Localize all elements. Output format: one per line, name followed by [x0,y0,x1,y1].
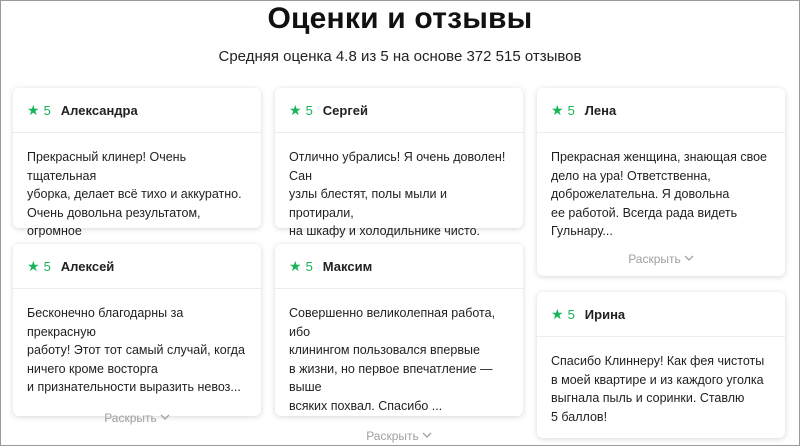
review-text [275,289,523,415]
review-header [275,244,523,289]
star-icon: ★ [289,257,302,274]
review-text [537,337,785,426]
star-icon: ★ [551,305,564,322]
review-text-line: клинингом пользовался впервые [289,343,480,357]
review-text [537,133,785,241]
review-header [275,88,523,133]
chevron-down-icon [684,251,694,265]
review-text-line: узлы блестят, полы мыли и протирали, [289,187,447,220]
expand-button[interactable] [275,429,523,443]
review-header [537,292,785,337]
review-text-line: уборка, делает всё тихо и аккуратно. [27,187,242,201]
review-text-line: в жизни, но первое впечатление — выше [289,361,493,394]
review-header [13,88,261,133]
review-rating: 5 [567,102,575,118]
reviewer-name: Лена [584,102,617,118]
review-text-line: выгнала пыль и соринки. Ставлю [551,391,745,405]
reviewer-name: Ирина [584,306,626,322]
review-rating: 5 [567,306,575,322]
review-text-line: всяких похвал. Спасибо ... [289,398,443,413]
expand-button[interactable] [13,411,261,425]
review-card [275,244,523,443]
review-text-line: в моей квартире и из каждого уголка [551,372,764,387]
review-text [13,289,261,397]
review-card [13,88,261,238]
star-icon: ★ [551,101,564,118]
review-card [275,88,523,238]
review-text-line: Гульнару... [551,224,613,238]
review-header [13,244,261,289]
review-rating: 5 [305,258,313,274]
star-icon: ★ [289,101,302,118]
review-rating: 5 [305,102,313,118]
expand-label: Раскрыть [104,410,157,425]
review-text [13,133,261,259]
page-title: Оценки и отзывы [267,2,533,35]
review-text-line: работу! Этот тот самый случай, когда [27,343,245,357]
star-icon: ★ [27,257,40,274]
review-header [537,88,785,133]
review-text-line: Прекрасный клинер! Очень тщательная [27,150,187,183]
star-icon: ★ [27,101,40,118]
expand-label: Раскрыть [628,251,681,266]
review-card [13,244,261,425]
review-text-line: на шкафу и холодильнике чисто. [289,224,481,238]
review-text-line: Бесконечно благодарны за прекрасную [27,306,184,339]
review-text-line: доброжелательна. Я довольна [551,187,730,201]
chevron-down-icon [160,410,170,424]
review-text [275,133,523,259]
review-text-line: ничего кроме восторга [27,361,158,376]
review-rating: 5 [43,102,51,118]
review-text-line: Совершенно великолепная работа, ибо [289,306,496,339]
reviewer-name: Сергей [322,102,368,118]
review-text-line: дело на ура! Ответственна, [551,168,711,183]
review-text-line: ее работой. Всегда рада видеть [551,205,738,220]
review-text-line: Очень довольна результатом, огромное [27,205,201,238]
expand-label: Раскрыть [366,429,419,443]
reviewer-name: Максим [322,258,373,274]
review-card [537,88,785,276]
review-card [537,292,785,438]
review-text-line: Отлично убрались! Я очень доволен! Сан [289,150,506,183]
review-text-line: и признательности выразить невоз... [27,380,241,394]
expand-button[interactable] [537,252,785,266]
chevron-down-icon [422,428,432,442]
average-rating-summary: Средняя оценка 4.8 из 5 на основе 372 515 отзывов [218,48,582,65]
reviewer-name: Алексей [60,258,115,274]
review-text-line: 5 баллов! [551,409,608,424]
review-text-line: Прекрасная женщина, знающая свое [551,150,767,164]
review-rating: 5 [43,258,51,274]
review-text-line: Спасибо Клиннеру! Как фея чистоты [551,354,765,368]
reviewer-name: Александра [60,102,138,118]
